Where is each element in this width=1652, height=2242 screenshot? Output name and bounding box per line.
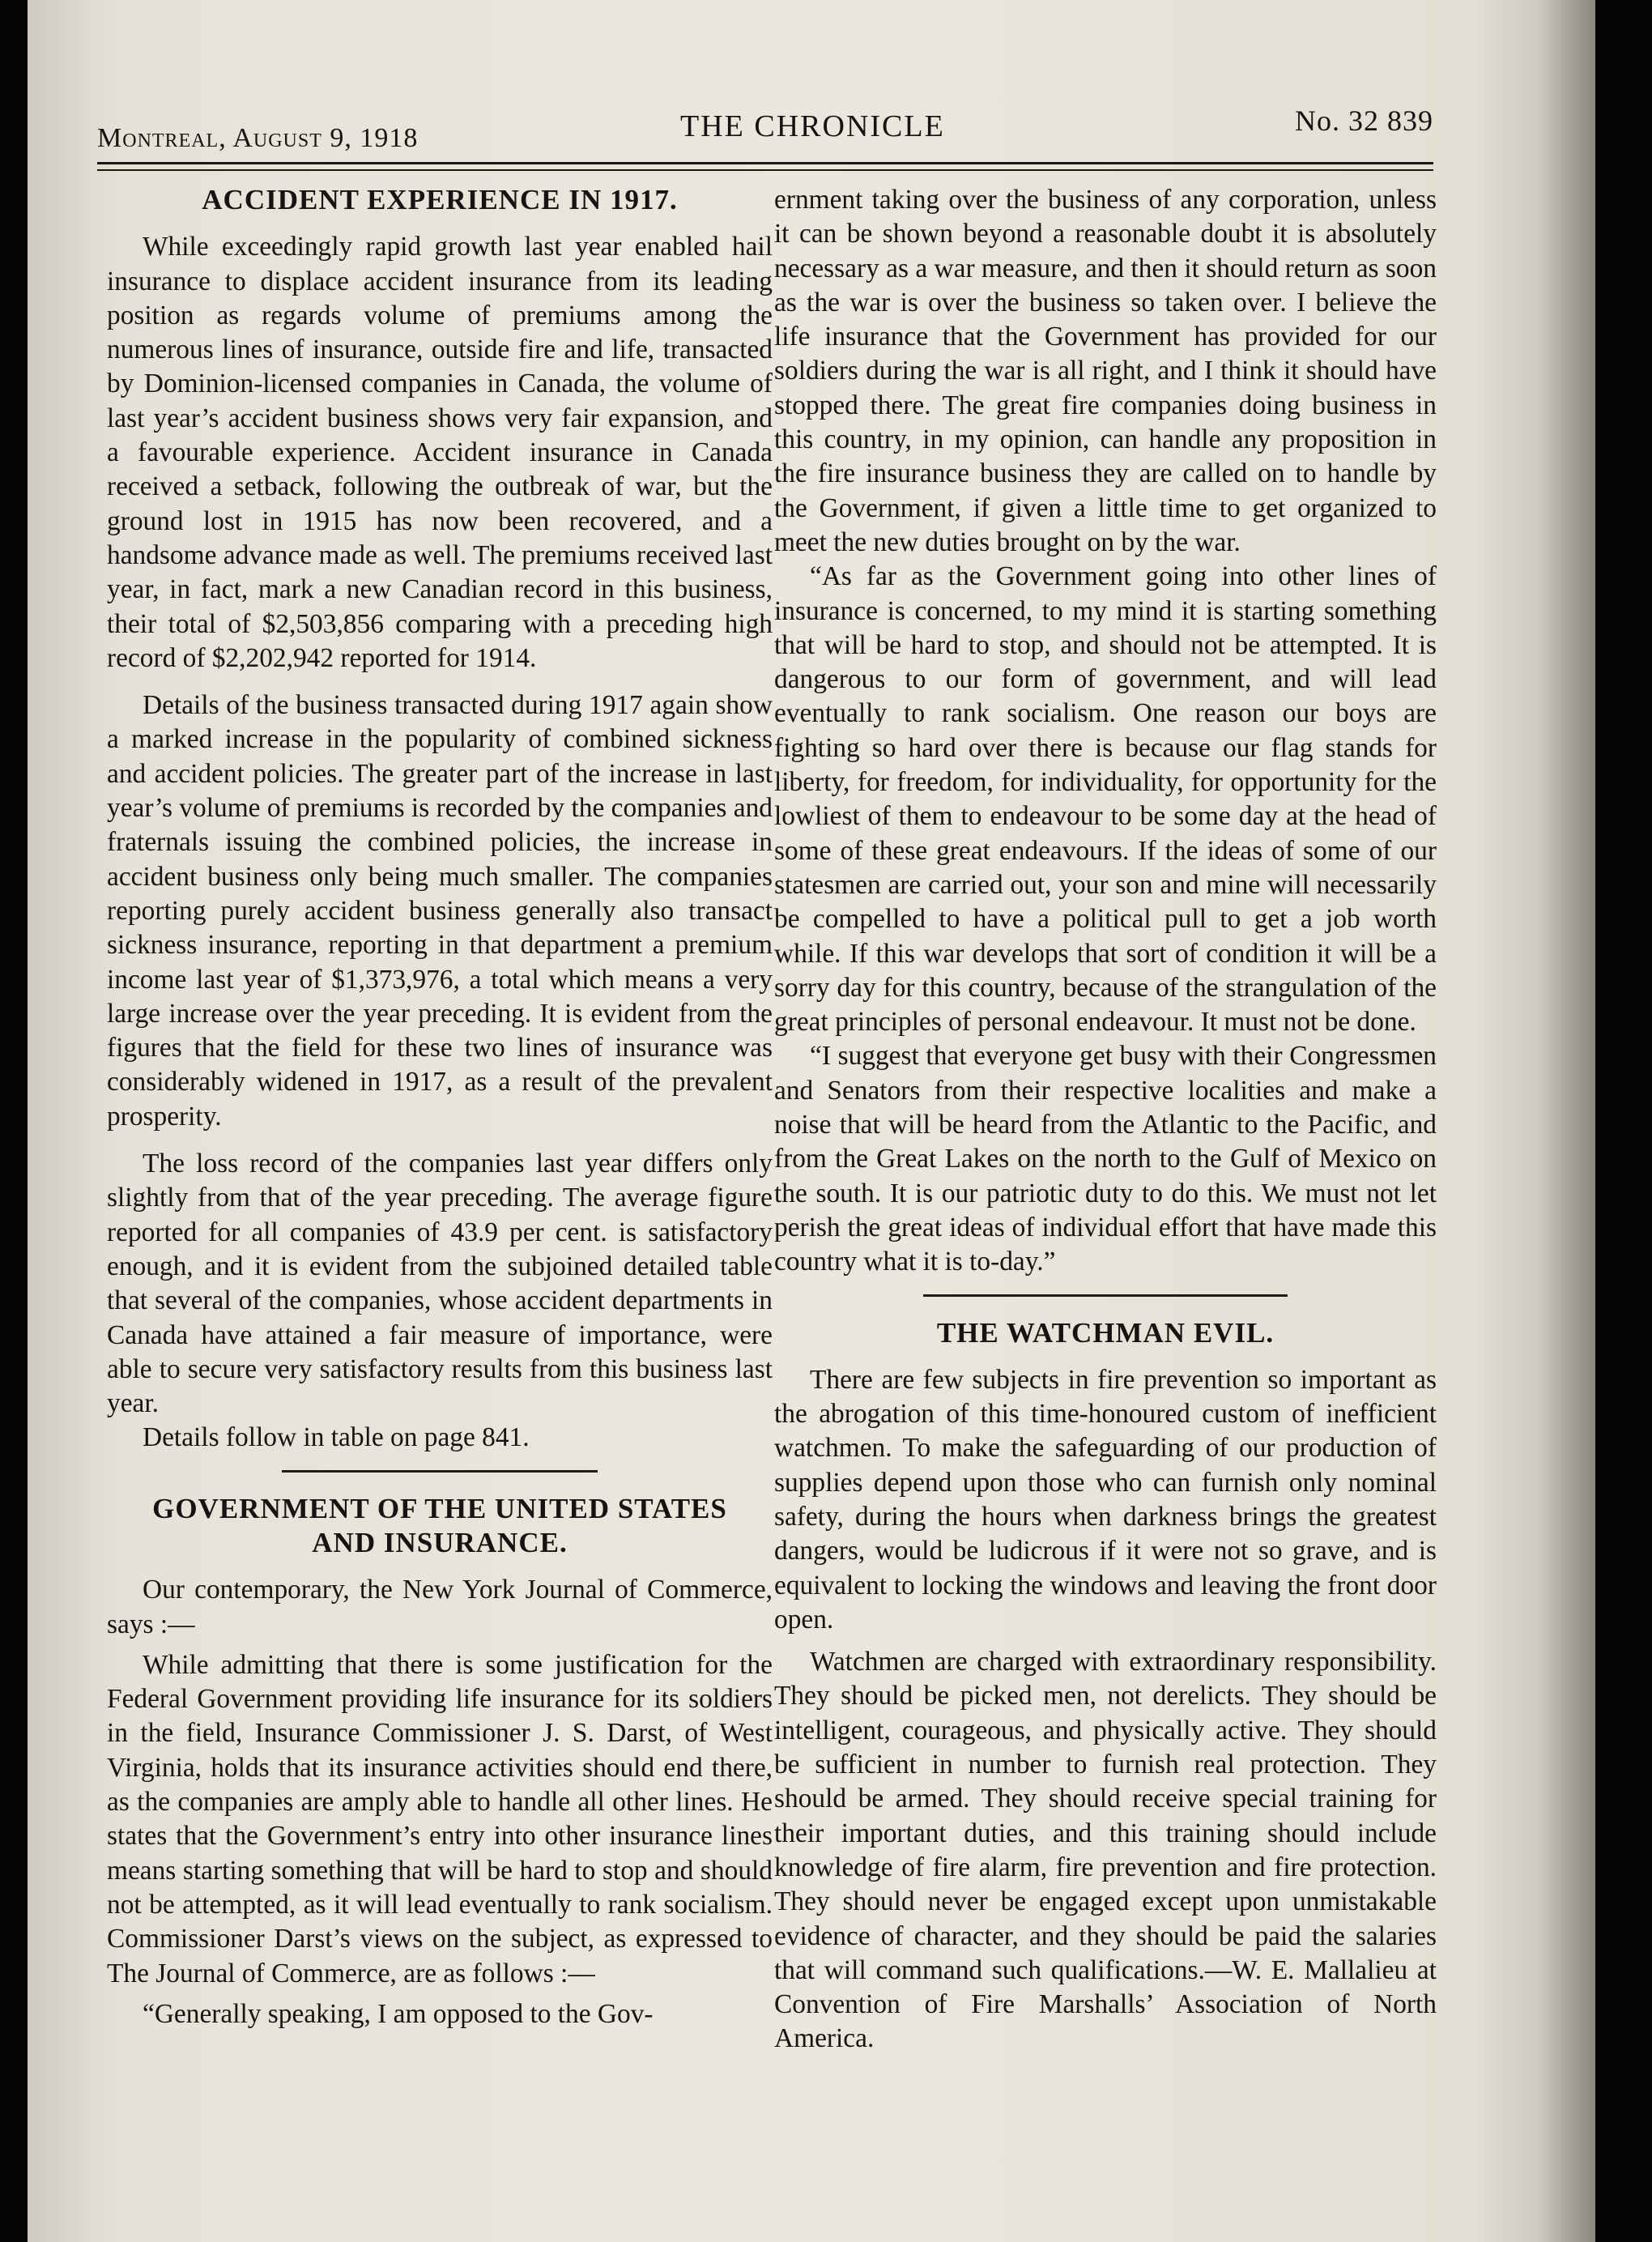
section-divider [282,1470,598,1473]
government-paragraph: “I suggest that everyone get busy with their Congressmen and Senators from their respective localities and make a noise that will be heard from the Atlantic to the Pacific, and from the Great Lakes on the north to the Gulf of Mexico on the south. It is our patriotic duty to do this. We must not let perish the great ideas of individual effort that have made this country what it is to-day.” [774,1041,1437,1277]
watchman-article-title: THE WATCHMAN EVIL. [936,1316,1275,1349]
accident-paragraph: While exceedingly rapid growth last year enabled hail insurance to displace accident insurance from its leading position as regards volume of premiums among the numerous lines of insurance, outside fire and life, transacted by Dominion-licensed companies in Canada, the volume of last year’s accident business shows very fair expansion, and a favourable experience. Accident insurance in Canada received a setback, following the outbreak of war, but the ground lost in 1915 has now been recovered, and a handsome advance made as well. The premiums received last year, in fact, mark a new Canadian record in this business, their total of $2,503,856 comparing with a preceding high record of $2,202,942 reported for 1914. [107,232,773,673]
newspaper-page [28,0,1595,2242]
government-paragraph: While admitting that there is some justification for the Federal Government providing life insurance for its soldiers in the field, Insurance Commissioner J. S. Darst, of West Virginia, holds that its insurance activities should end there, as the companies are amply able to handle all other lines. He states that the Government’s entry into other insurance lines means starting something that will be hard to stop and should not be attempted, as it will lead eventually to rank socialism. Commissioner Darst’s views on the subject, as expressed to The Journal of Commerce, are as follows :— [107,1649,773,1988]
header-rule [97,162,1433,171]
page-shadow [1539,0,1595,2242]
header-publication: THE CHRONICLE [680,109,945,143]
government-paragraph: Our contemporary, the New York Journal of Commerce, says :— [107,1575,773,1639]
right-column [774,183,1437,2057]
header-dateline: Montreal, August 9, 1918 [97,123,419,153]
accident-paragraph: Details follow in table on page 841. [143,1422,530,1453]
running-header [97,96,1433,153]
government-paragraph: “Generally speaking, I am opposed to the Gov- [143,1998,654,2029]
government-article-subtitle: AND INSURANCE. [312,1526,568,1558]
watchman-paragraph: There are few subjects in fire prevention so important as the abrogation of this time-honoured custom of inefficient watchmen. To make the safeguarding of our production of supplies depend upon those who can furnish only nominal safety, during the hours when darkness brings the greatest dangers, would be ludicrous if it were not so grave, and is equivalent to locking the windows and leaving the front door open. [774,1364,1437,1635]
section-divider [923,1294,1288,1297]
accident-paragraph: Details of the business transacted during 1917 again show a marked increase in the popularity of combined sickness and accident policies. The greater part of the increase in last year’s volume of premiums is recorded by the companies and fraternals issuing the combined policies, the increase in accident business only being much smaller. The companies reporting purely accident business generally also transact sickness insurance, reporting in that department a premium income last year of $1,373,976, a total which means a very large increase over the year preceding. It is evident from the figures that the field for these two lines of insurance was considerably widened in 1917, as a result of the prevalent prosperity. [107,690,773,1132]
left-column [107,183,773,2031]
government-article-title: GOVERNMENT OF THE UNITED STATES [152,1492,727,1524]
accident-article-title: ACCIDENT EXPERIENCE IN 1917. [202,184,678,215]
watchman-paragraph: Watchmen are charged with extraordinary responsibility. They should be picked men, not derelicts. They should be intelligent, courageous, and physically active. They should be sufficient in number to furnish real protection. They should be armed. They should receive special training for their important duties, and this training should include knowledge of fire alarm, fire prevention and fire protection. They should never be engaged except upon unmistakable evidence of character, and they should be paid the salaries that will command such qualifications.—W. E. Mallalieu at Convention of Fire Marshalls’ Association of North America. [774,1647,1437,2054]
accident-paragraph: The loss record of the companies last year differs only slightly from that of the year preceding. The average figure reported for all companies of 43.9 per cent. is satisfactory enough, and it is evident from the subjoined detailed table that several of the companies, whose accident departments in Canada have attained a fair measure of importance, were able to secure very satisfactory results from this business last year. [107,1149,773,1419]
header-page-number: No. 32 839 [1295,104,1433,137]
government-paragraph: “As far as the Government going into other lines of insurance is concerned, to my mind it is starting something that will be hard to stop, and should not be attempted. It is dangerous to our form of government, and will lead eventually to rank socialism. One reason our boys are fighting so hard over there is because our flag stands for liberty, for freedom, for individuality, for opportunity for the lowliest of them to endeavour to be some day at the head of some of these great endeavours. If the ideas of some of our statesmen are carried out, your son and mine will necessarily be compelled to have a political pull to get a job worth while. If this war develops that sort of condition it will be a sorry day for this country, because of the strangulation of the great principles of personal endeavour. It must not be done. [774,561,1437,1038]
government-paragraph-continued: ernment taking over the business of any corporation, unless it can be shown beyond a reasonable doubt it is absolutely necessary as a war measure, and then it should return as soon as the war is over the business so taken over. I believe the life insurance that the Government has provided for our soldiers during the war is all right, and I think it should have stopped there. The great fire companies doing business in this country, in my opinion, can handle any proposition in the fire insurance business they are called on to handle by the Government, if given a little time to get organized to meet the new duties brought on by the war. [774,185,1437,557]
